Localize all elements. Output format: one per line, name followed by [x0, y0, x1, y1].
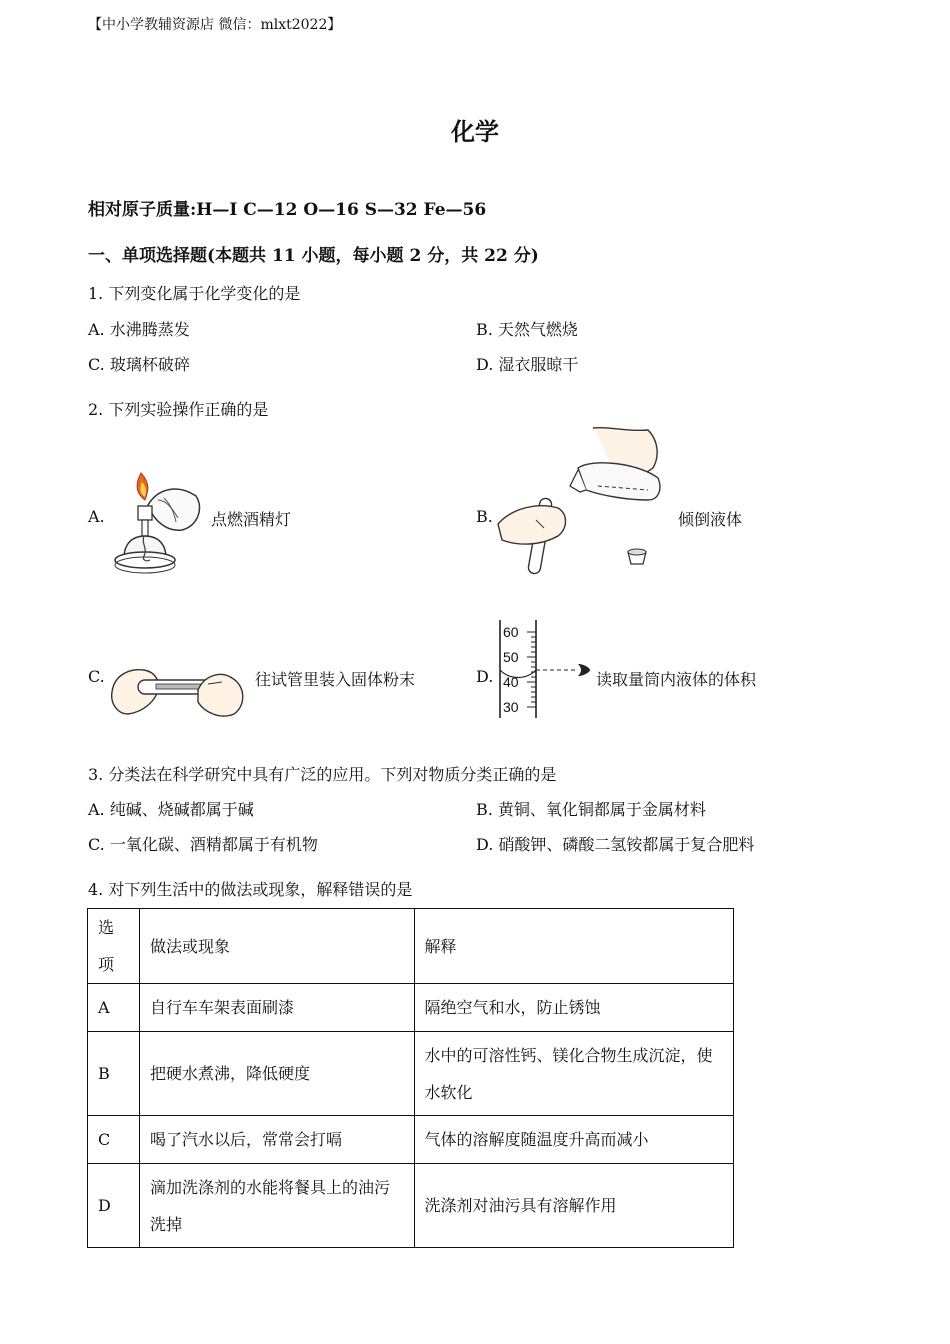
cylinder-tick-50: 50	[503, 649, 519, 665]
table-header-option: 选项	[88, 909, 140, 984]
table-cell-practice: 把硬水煮沸，降低硬度	[139, 1032, 414, 1116]
table-cell-explanation: 隔绝空气和水，防止锈蚀	[414, 984, 733, 1032]
table-row	[88, 984, 734, 1032]
question-1-option-d: D. 湿衣服晾干	[476, 355, 579, 374]
question-3-option-d: D. 硝酸钾、磷酸二氢铵都属于复合肥料	[476, 835, 755, 854]
question-4-stem: 4. 对下列生活中的做法或现象，解释错误的是	[88, 880, 413, 899]
table-cell-practice: 滴加洗涤剂的水能将餐具上的油污洗掉	[139, 1164, 414, 1248]
cylinder-tick-30: 30	[503, 699, 519, 715]
page-title: 化学	[451, 117, 499, 146]
table-row	[88, 1032, 734, 1116]
question-3-option-c: C. 一氧化碳、酒精都属于有机物	[88, 835, 318, 854]
table-cell-option: D	[88, 1164, 140, 1248]
question-3-option-b: B. 黄铜、氧化铜都属于金属材料	[476, 800, 706, 819]
question-2-option-c-letter: C.	[88, 667, 105, 686]
alcohol-lamp-lighting-image	[108, 470, 208, 580]
table-cell-option: B	[88, 1032, 140, 1116]
loading-powder-into-test-tube-image	[108, 656, 248, 722]
question-2-option-d-letter: D.	[476, 667, 494, 686]
question-2-option-b-label: 倾倒液体	[678, 510, 743, 529]
table-cell-option: A	[88, 984, 140, 1032]
question-1-option-c: C. 玻璃杯破碎	[88, 355, 190, 374]
question-2-stem: 2. 下列实验操作正确的是	[88, 400, 269, 419]
table-cell-option: C	[88, 1116, 140, 1164]
question-1-stem: 1. 下列变化属于化学变化的是	[88, 284, 301, 303]
section-heading: 一、单项选择题(本题共 11 小题，每小题 2 分，共 22 分)	[88, 246, 539, 266]
table-cell-explanation: 洗涤剂对油污具有溶解作用	[414, 1164, 733, 1248]
question-1-option-b: B. 天然气燃烧	[476, 320, 578, 339]
pouring-liquid-image	[498, 428, 668, 578]
table-cell-practice: 喝了汽水以后，常常会打嗝	[139, 1116, 414, 1164]
question-4-table	[87, 908, 734, 1248]
table-cell-practice: 自行车车架表面刷漆	[139, 984, 414, 1032]
table-header-practice: 做法或现象	[139, 909, 414, 984]
page-header: 【中小学教辅资源店 微信：mlxt2022】	[88, 17, 342, 33]
table-cell-explanation: 水中的可溶性钙、镁化合物生成沉淀，使水软化	[414, 1032, 733, 1116]
question-3-stem: 3. 分类法在科学研究中具有广泛的应用。下列对物质分类正确的是	[88, 765, 557, 784]
table-row	[88, 1164, 734, 1248]
question-2-option-b-letter: B.	[476, 507, 493, 526]
table-header-explanation: 解释	[414, 909, 733, 984]
cylinder-tick-40: 40	[503, 674, 519, 690]
cylinder-tick-60: 60	[503, 624, 519, 640]
table-row	[88, 1116, 734, 1164]
table-header-row	[88, 909, 734, 984]
question-2-option-a-letter: A.	[88, 507, 105, 526]
question-2-option-a-label: 点燃酒精灯	[211, 510, 292, 529]
atomic-mass-line: 相对原子质量:H—I C—12 O—16 S—32 Fe—56	[88, 200, 487, 220]
question-2-option-d-label: 读取量筒内液体的体积	[596, 670, 757, 689]
table-cell-explanation: 气体的溶解度随温度升高而减小	[414, 1116, 733, 1164]
question-1-option-a: A. 水沸腾蒸发	[88, 320, 190, 339]
question-2-option-c-label: 往试管里装入固体粉末	[255, 670, 416, 689]
question-3-option-a: A. 纯碱、烧碱都属于碱	[88, 800, 254, 819]
